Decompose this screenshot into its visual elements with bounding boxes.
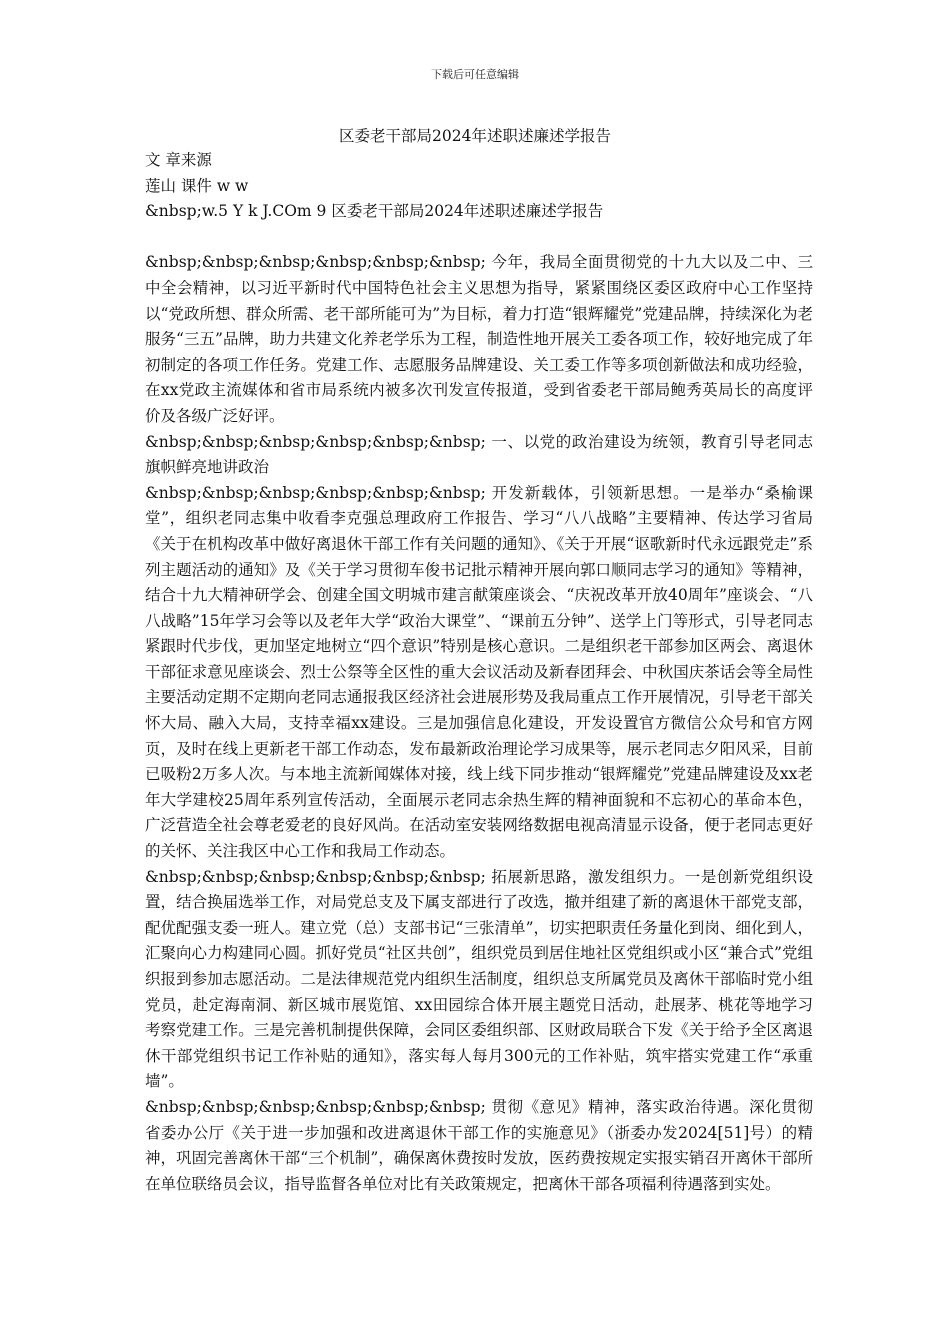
paragraph-opinions: &nbsp;&nbsp;&nbsp;&nbsp;&nbsp;&nbsp; 贯彻《意见》精神，落实政治待遇。深化贯彻省委办公厅《关于进一步加强和改进离退休干部工作的实施意见》（浙委办发2024[51]号）的精神，巩固完善离休干部“三个机制”，确保离休费按时发放，医药费按规定实报实销召开离休干部所在单位联络员会议，指导监督各单位对比有关政策规定，把离休干部各项福利待遇落到实处。 (145, 1097, 813, 1193)
meta-line-source: 文 章来源 (145, 151, 212, 169)
meta-line-courseware: 莲山 课件 w w (145, 176, 249, 195)
header-note: 下载后可任意编辑 (431, 68, 519, 81)
paragraph-intro: &nbsp;&nbsp;&nbsp;&nbsp;&nbsp;&nbsp; 今年，我局全面贯彻党的十九大以及二中、三中全会精神，以习近平新时代中国特色社会主义思想为指导，紧紧围绕区委区政府中心工作坚持以“党政所想、群众所需、老干部所能可为”为目标，着力打造“银辉耀党”党建品牌，持续深化为老服务“三五”品牌，助力共建文化养老学乐为工程，制造性地开展关工委各项工作，较好地完成了年初制定的各项工作任务。党建工作、志愿服务品牌建设、关工委工作等多项创新做法和成功经验，在xx党政主流媒体和省市局系统内被多次刊发宣传报道，受到省委老干部局鲍秀英局长的高度评价及各级广泛好评。 (145, 253, 813, 425)
paragraph-new-carrier: &nbsp;&nbsp;&nbsp;&nbsp;&nbsp;&nbsp; 开发新载体，引领新思想。一是举办“桑榆课堂”，组织老同志集中收看李克强总理政府工作报告、学习“八八战略”主要精神、传达学习省局《关于在机构改革中做好离退休干部工作有关问题的通知》、《关于开展“讴歌新时代永远跟党走”系列主题活动的通知》及《关于学习贯彻车俊书记批示精神开展向郭口顺同志学习的通知》等精神，结合十九大精神研学会、创建全国文明城市建言献策座谈会、“庆祝改革开放40周年”座谈会、“八八战略”15年学习会等以及老年大学“政治大课堂”、“课前五分钟”、送学上门等形式，引导老同志紧跟时代步伐，更加坚定地树立“四个意识”特别是核心意识。二是组织老干部参加区两会、离退休干部征求意见座谈会、烈士公祭等全区性的重大会议活动及新春团拜会、中秋国庆茶话会等全局性主要活动定期不定期向老同志通报我区经济社会进展形势及我局重点工作开展情况，引导老干部关怀大局、融入大局，支持幸福xx建设。三是加强信息化建设，开发设置官方微信公众号和官方网页，及时在线上更新老干部工作动态，发布最新政治理论学习成果等，展示老同志夕阳风采，目前已吸粉2万多人次。与本地主流新闻媒体对接，线上线下同步推动“银辉耀党”党建品牌建设及xx老年大学建校25周年系列宣传活动，全面展示老同志余热生辉的精神面貌和不忘初心的革命本色，广泛营造全社会尊老爱老的良好风尚。在活动室安装网络数据电视高清显示设备，便于老同志更好的关怀、关注我区中心工作和我局工作动态。 (145, 483, 813, 861)
document-body (145, 148, 813, 1197)
paragraph-new-ideas: &nbsp;&nbsp;&nbsp;&nbsp;&nbsp;&nbsp; 拓展新思路，激发组织力。一是创新党组织设置，结合换届选举工作，对局党总支及下属支部进行了改选，撤并组建了新的离退休干部党支部，配优配强支委一班人。建立党（总）支部书记“三张清单”，切实把职责任务量化到岗、细化到人，汇聚向心力构建同心圆。抓好党员“社区共创”，组织党员到居住地社区党组织或小区“兼合式”党组织报到参加志愿活动。二是法律规范党内组织生活制度，组织总支所属党员及离休干部临时党小组党员，赴定海南洞、新区城市展览馆、xx田园综合体开展主题党日活动，赴展茅、桃花等地学习考察党建工作。三是完善机制提供保障，会同区委组织部、区财政局联合下发《关于给予全区离退休干部党组织书记工作补贴的通知》，落实每人每月300元的工作补贴，筑牢搭实党建工作“承重墙”。 (145, 867, 813, 1091)
section-heading-1: &nbsp;&nbsp;&nbsp;&nbsp;&nbsp;&nbsp; 一、以党的政治建设为统领，教育引导老同志旗帜鲜亮地讲政治 (145, 432, 813, 477)
blank-line (145, 225, 813, 251)
document-title: 区委老干部局2024年述职述廉述学报告 (339, 127, 611, 145)
meta-line-repeat-title: &nbsp;w.5 Y k J.COm 9 区委老干部局2024年述职述廉述学报告 (145, 202, 604, 221)
